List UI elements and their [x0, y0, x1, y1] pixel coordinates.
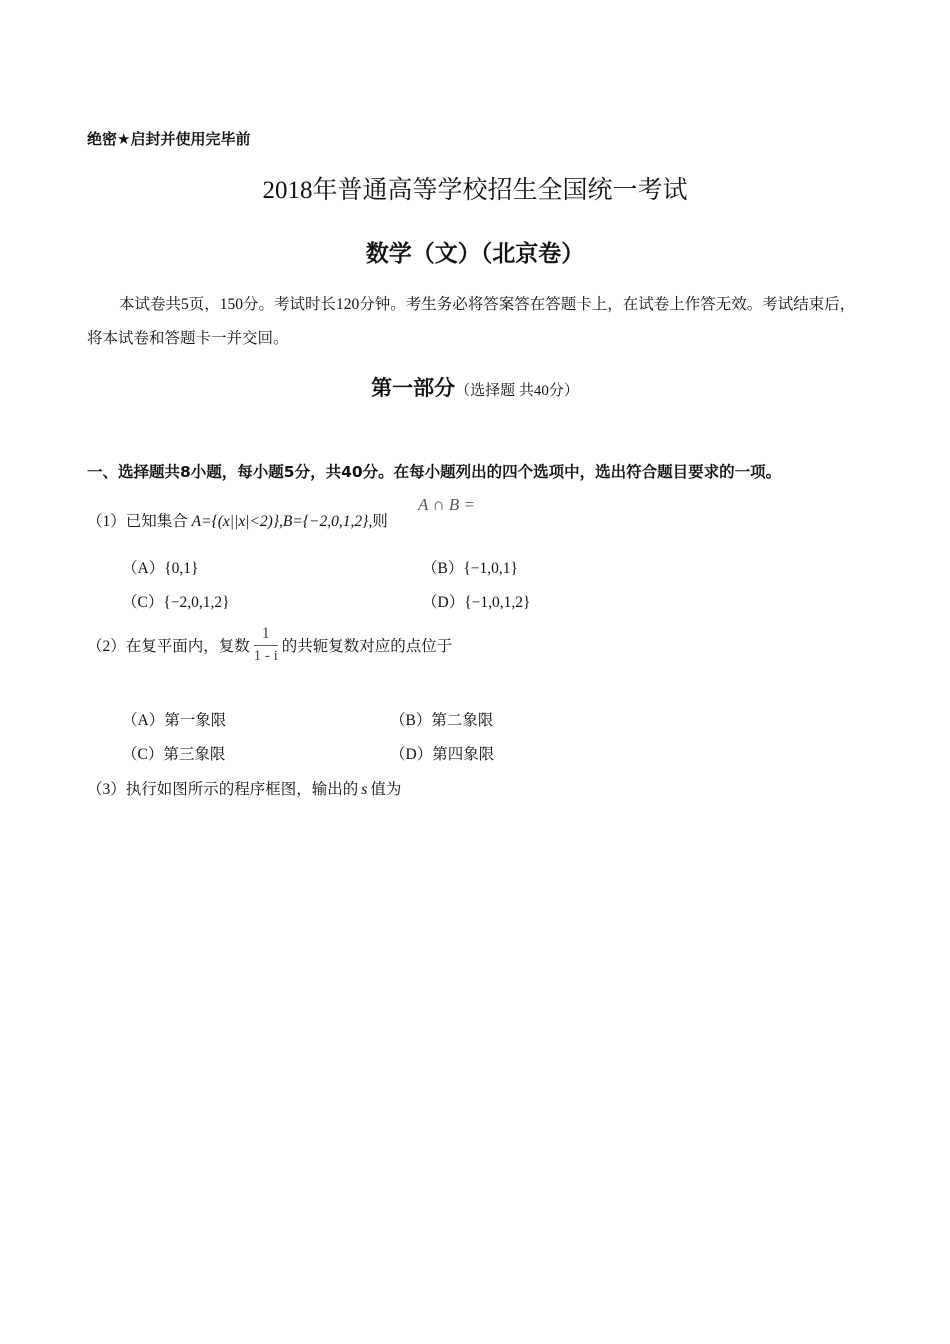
- exam-subtitle: 数学（文）（北京卷）: [365, 241, 585, 267]
- q2-fraction: [254, 625, 278, 665]
- q1-option-a[interactable]: （A）{0,1}: [122, 560, 199, 577]
- q2-fraction-denominator: 1 - i: [253, 648, 278, 664]
- q1-option-d[interactable]: （D）{−1,0,1,2}: [422, 594, 531, 611]
- q1-option-b[interactable]: （B）{−1,0,1}: [422, 560, 518, 577]
- q1-intersection-expression: A ∩ B =: [418, 495, 475, 514]
- q2-suffix: 的共轭复数对应的点位于: [281, 638, 453, 655]
- q2-prefix: （2）在复平面内，复数: [87, 638, 250, 655]
- q1-suffix: 则: [372, 513, 388, 530]
- q1-set-definition: A={(x||x|<2)},B={−2,0,1,2},: [191, 513, 373, 530]
- part-title: 第一部分: [371, 376, 456, 400]
- q2-option-b[interactable]: （B）第二象限: [390, 712, 494, 729]
- section-heading: 一、选择题共8小题，每小题5分，共40分。在每小题列出的四个选项中，选出符合题目要求的一项。: [87, 463, 782, 481]
- exam-instructions: 本试卷共5页，150分。考试时长120分钟。考生务必将答案答在答题卡上，在试卷上作答无效。考试结束后，将本试卷和答题卡一并交回。: [87, 296, 856, 347]
- q2-option-d[interactable]: （D）第四象限: [390, 746, 495, 763]
- q3-suffix: 值为: [370, 781, 402, 798]
- confidential-label: 绝密★启封并使用完毕前: [87, 130, 251, 148]
- q3-prefix: （3）执行如图所示的程序框图，输出的: [87, 781, 359, 798]
- q2-option-a[interactable]: （A）第一象限: [122, 712, 227, 729]
- question-2-stem: [87, 625, 452, 665]
- question-3-stem: [87, 777, 401, 799]
- q2-fraction-numerator: 1: [254, 625, 278, 646]
- q1-prefix: （1）已知集合: [87, 513, 192, 530]
- part-heading: [0, 372, 950, 402]
- q2-option-c[interactable]: （C）第三象限: [122, 746, 226, 763]
- part-subtitle: （选择题 共40分）: [455, 383, 579, 399]
- exam-title: 2018年普通高等学校招生全国统一考试: [262, 177, 688, 204]
- q1-option-c[interactable]: （C）{−2,0,1,2}: [122, 594, 230, 611]
- question-1-stem: [87, 509, 388, 531]
- q3-variable: s: [361, 781, 368, 798]
